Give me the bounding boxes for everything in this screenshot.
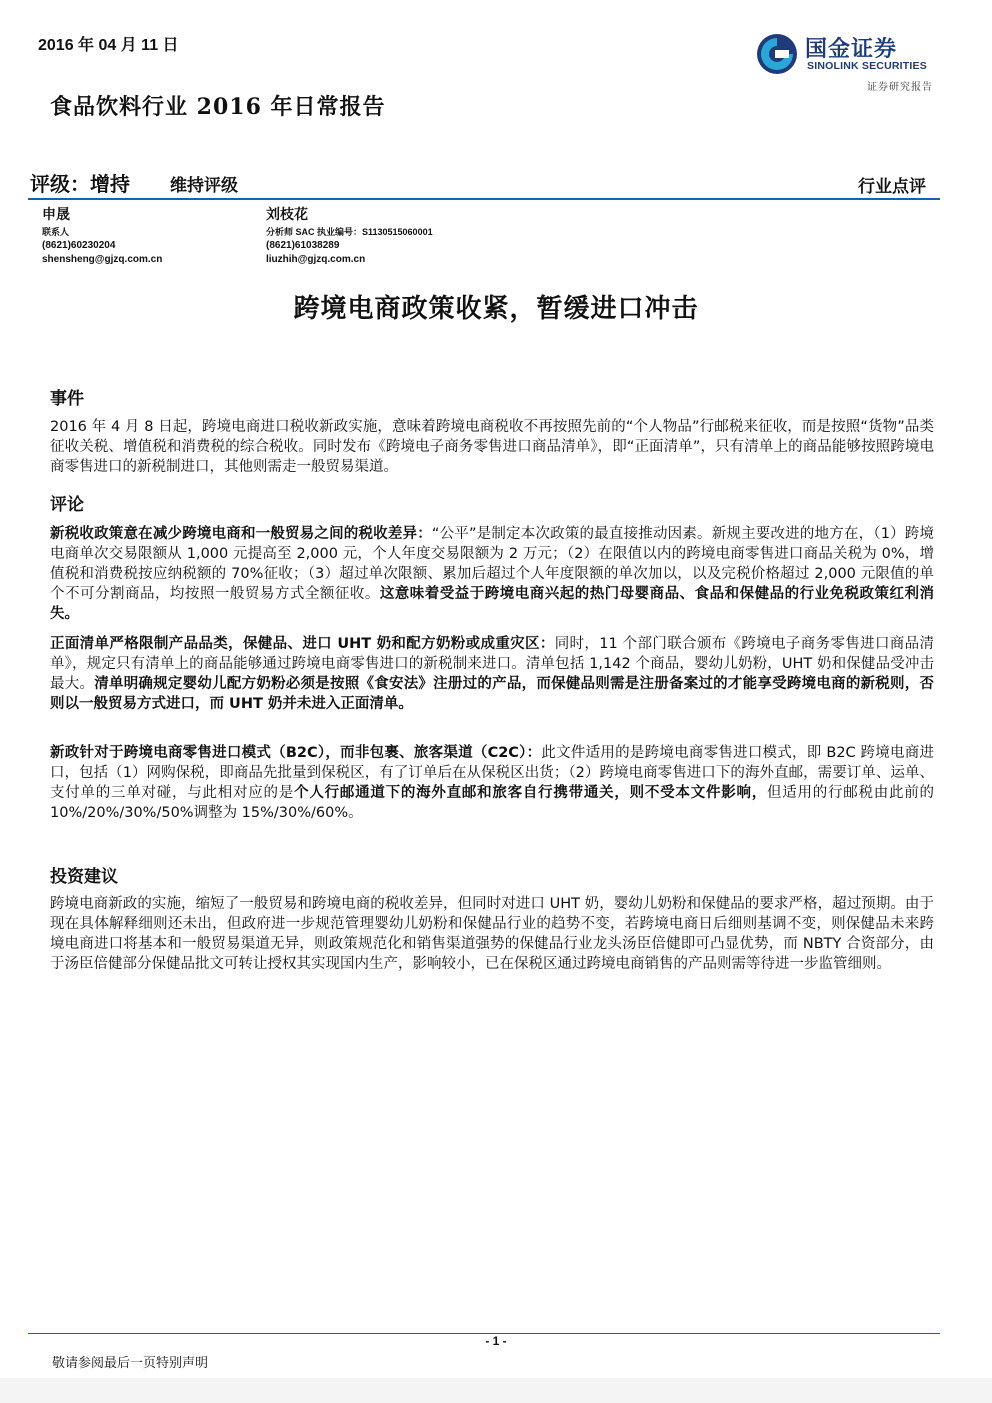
author-card xyxy=(42,208,162,267)
section-title-comment: 评论 xyxy=(50,495,84,515)
author-role: 分析师 SAC 执业编号：S1130515060001 xyxy=(266,227,433,237)
comment-3-tail: 但适用的行邮税由此前的 10%/20%/30%/50%调整为 15%/30%/60%。 xyxy=(50,785,935,821)
comment-3-emphasis: 个人行邮通道下的海外直邮和旅客自行携带通关，则不受本文件影响， xyxy=(294,785,767,801)
comment-1-body: “公平”是制定本次政策的最直接推动因素。新规主要改进的地方在，（1）跨境电商单次交易限额从 1,000 元提高至 2,000 元，个人年度交易限额为 2 万元；（2）在限值以内的跨境电商零售进口商品关税为 0%，增值税和消费税按应纳税额的 70%征收；（3）超过单次限额、累加后超过个人年度限额的单次加以，以及完税价格超过 2,000 元限值的单个不可分割商品，均按照一般贸易方式全额征收。 xyxy=(50,526,935,602)
rating-maintain: 维持评级 xyxy=(170,176,238,196)
comment-paragraph-1 xyxy=(50,524,934,624)
sinolink-logo-icon xyxy=(755,32,799,76)
rating-line xyxy=(30,168,238,197)
comment-2-lead: 正面清单严格限制产品品类，保健品、进口 UHT 奶和配方奶粉或成重灾区： xyxy=(50,636,555,652)
author-email: shensheng@gjzq.com.cn xyxy=(42,254,163,265)
logo-english-name: SINOLINK SECURITIES xyxy=(807,60,927,72)
author-phone: (8621)61038289 xyxy=(266,240,340,251)
author-phone: (8621)60230204 xyxy=(42,240,116,251)
comment-3-lead: 新政针对于跨境电商零售进口模式（B2C），而非包裹、旅客渠道（C2C）： xyxy=(50,745,542,761)
comment-1-lead: 新税收政策意在减少跨境电商和一般贸易之间的税收差异： xyxy=(50,526,432,542)
comment-3-body: 此文件适用的是跨境电商零售进口模式，即 B2C 跨境电商进口，包括（1）网购保税，即商品先批量到保税区，有了订单后在从保税区出货；（2）跨境电商零售进口下的海外直邮，需要订单、运单、支付单的三单对碰，与此相对应的是 xyxy=(50,745,935,801)
report-category: 行业点评 xyxy=(858,177,926,197)
report-date: 2016 年 04 月 11 日 xyxy=(38,37,179,54)
logo-chinese-name: 国金证券 xyxy=(805,37,898,62)
comment-1-conclusion: 这意味着受益于跨境电商兴起的热门母婴商品、食品和保健品的行业免税政策红利消失。 xyxy=(50,586,934,622)
author-name: 申晟 xyxy=(42,207,70,223)
article-headline: 跨境电商政策收紧，暂缓进口冲击 xyxy=(293,294,699,324)
comment-paragraph-2 xyxy=(50,634,934,714)
company-logo xyxy=(755,30,945,92)
author-role: 联系人 xyxy=(42,227,70,237)
footer-disclaimer: 敬请参阅最后一页特别声明 xyxy=(52,1356,209,1371)
comment-2-body: 同时，11 个部门联合颁布《跨境电子商务零售进口商品清单》，规定只有清单上的商品能够通过跨境电商零售进口的新税制来进口。清单包括 1,142 个商品，婴幼儿奶粉，UHT 奶和保健品受冲击最大。 xyxy=(50,636,934,692)
author-card xyxy=(266,208,433,267)
section-title-event: 事件 xyxy=(50,389,84,409)
page-bottom-band xyxy=(0,1378,992,1403)
section-title-advice: 投资建议 xyxy=(50,867,118,887)
author-email: liuzhih@gjzq.com.cn xyxy=(266,254,366,265)
header-divider xyxy=(28,198,940,200)
author-name: 刘枝花 xyxy=(266,207,308,223)
event-paragraph: 2016 年 4 月 8 日起，跨境电商进口税收新政实施，意味着跨境电商税收不再按照先前的“个人物品”行邮税来征收，而是按照“货物”品类征收关税、增值税和消费税的综合税收。同时发布《跨境电子商务零售进口商品清单》，即“正面清单”，只有清单上的商品能够按照跨境电商零售进口的新税制进口，其他则需走一般贸易渠道。 xyxy=(50,419,934,475)
comment-paragraph-3 xyxy=(50,743,934,823)
advice-paragraph: 跨境电商新政的实施，缩短了一般贸易和跨境电商的税收差异，但同时对进口 UHT 奶，婴幼儿奶粉和保健品的要求严格，超过预期。由于现在具体解释细则还未出，但政府进一步规范管理婴幼儿奶粉和保健品行业的趋势不变，若跨境电商日后细则基调不变，则保健品未来跨境电商进口将基本和一般贸易渠道无异，则政策规范化和销售渠道强势的保健品行业龙头汤臣倍健即可凸显优势，而 NBTY 合资部分，由于汤臣倍健部分保健品批文可转让授权其实现国内生产，影响较小，已在保税区通过跨境电商销售的产品则需等待进一步监管细则。 xyxy=(50,896,934,972)
comment-2-conclusion: 清单明确规定婴幼儿配方奶粉必须是按照《食安法》注册过的产品，而保健品则需是注册备案过的才能享受跨境电商的新税则，否则以一般贸易方式进口，而 UHT 奶并未进入正面清单。 xyxy=(50,676,935,712)
rating-label: 评级：增持 xyxy=(30,172,130,196)
report-series-title: 食品饮料行业 2016 年日常报告 xyxy=(50,94,386,120)
logo-subtitle: 证券研究报告 xyxy=(867,82,933,93)
page-number: - 1 - xyxy=(485,1334,507,1348)
